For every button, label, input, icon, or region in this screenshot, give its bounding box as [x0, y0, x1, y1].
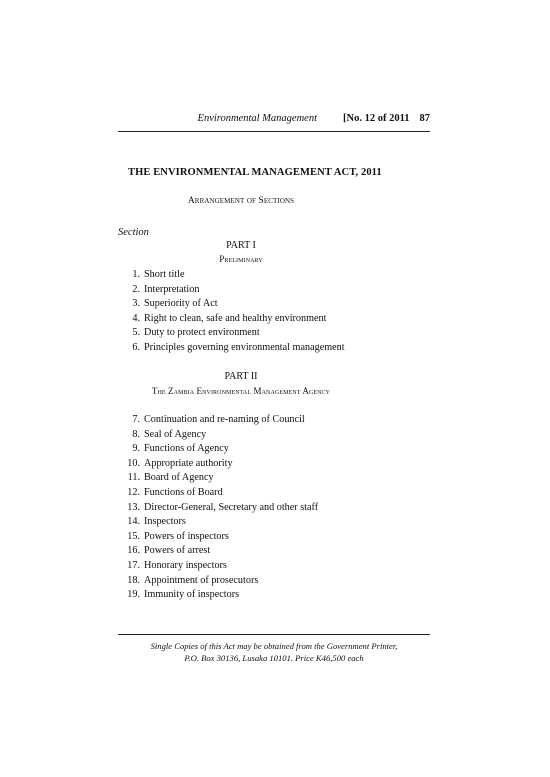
- part-1-subheading: Preliminary: [219, 254, 263, 264]
- list-item: 6. Principles governing environmental management: [132, 341, 345, 353]
- list-item: 11. Board of Agency: [127, 472, 214, 484]
- part-1-heading: PART I: [226, 240, 256, 251]
- list-item: 1. Short title: [132, 269, 185, 280]
- part-2-section-list: [118, 414, 438, 604]
- list-item: 13. Director-General, Secretary and other staff: [127, 501, 319, 513]
- list-item: 2. Interpretation: [132, 283, 200, 295]
- list-item: 9. Functions of Agency: [132, 443, 229, 455]
- footer-line-1: Single Copies of this Act may be obtained from the Government Printer,: [150, 641, 398, 651]
- running-header: [118, 113, 430, 124]
- part-2-subheading: The Zambia Environmental Management Agency: [151, 386, 331, 396]
- section-column-label: Section: [118, 227, 149, 238]
- list-item: 10. Appropriate authority: [127, 457, 233, 469]
- header-act-number: [No. 12 of 2011: [343, 113, 410, 124]
- list-item: 19. Immunity of inspectors: [127, 589, 240, 601]
- part-1-section-list: [118, 269, 438, 357]
- list-item: 5. Duty to protect environment: [132, 327, 260, 339]
- list-item: 12. Functions of Board: [127, 486, 223, 498]
- list-item: 18. Appointment of prosecutors: [127, 574, 259, 586]
- footer-note: [118, 640, 430, 664]
- list-item: 15. Powers of inspectors: [127, 530, 229, 542]
- list-item: 17. Honorary inspectors: [127, 559, 227, 571]
- list-item: 4. Right to clean, safe and healthy environment: [132, 312, 327, 324]
- part-2-heading: PART II: [224, 371, 258, 382]
- header-rule: [118, 131, 430, 132]
- header-title: Environmental Management: [197, 113, 317, 124]
- list-item: 7. Continuation and re-naming of Council: [132, 414, 305, 425]
- list-item: 14. Inspectors: [127, 516, 186, 528]
- footer-line-2: P.O. Box 30136, Lusaka 10101. Price K46,500 each: [184, 653, 364, 663]
- arrangement-heading: Arrangement of Sections: [187, 196, 295, 206]
- footer-rule: [118, 634, 430, 635]
- page-number: 87: [419, 113, 430, 124]
- list-item: 8. Seal of Agency: [132, 428, 207, 440]
- act-title: THE ENVIRONMENTAL MANAGEMENT ACT, 2011: [128, 167, 382, 178]
- list-item: 3. Superiority of Act: [132, 298, 218, 310]
- list-item: 16. Powers of arrest: [127, 545, 211, 557]
